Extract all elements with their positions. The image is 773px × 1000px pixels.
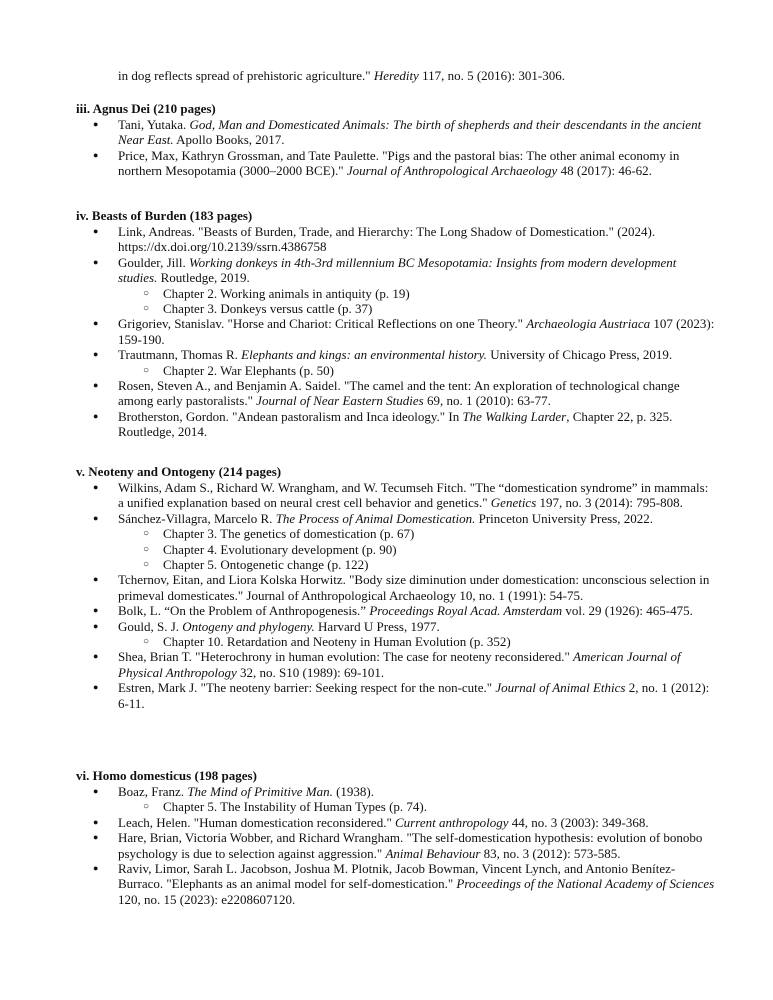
citation-list (76, 480, 716, 711)
chapter-list (118, 526, 716, 572)
citation-item: ● Estren, Mark J. "The neoteny barrier: Seeking respect for the non-cute." Journal of Animal Ethics 2, no. 1 (2012): 6-11. (76, 680, 716, 711)
citation-item: ● Hare, Brian, Victoria Wobber, and Richard Wrangham. "The self-domestication hypothesis: evolution of bonobo psychology is due to selection against aggression." Animal Behaviour 83, no. 3 (2012): 573-585. (76, 830, 716, 861)
chapter-item: ○ Chapter 5. The Instability of Human Types (p. 74). (118, 799, 716, 814)
chapter-item: ○ Chapter 3. Donkeys versus cattle (p. 37) (118, 301, 716, 316)
chapter-item: ○ Chapter 2. War Elephants (p. 50) (118, 363, 716, 378)
chapter-item: ○ Chapter 10. Retardation and Neoteny in Human Evolution (p. 352) (118, 634, 716, 649)
section-heading: iv. Beasts of Burden (183 pages) (76, 208, 253, 223)
citation-item: ● Price, Max, Kathryn Grossman, and Tate Paulette. "Pigs and the pastoral bias: The other animal economy in northern Mesopotamia (3000–2000 BCE)." Journal of Anthropological Archaeology 48 (2017): 46-62. (76, 148, 716, 179)
chapter-list (118, 363, 716, 378)
chapter-list (118, 799, 716, 814)
section-heading: v. Neoteny and Ontogeny (214 pages) (76, 464, 282, 479)
citation-item: ● Brotherston, Gordon. "Andean pastoralism and Inca ideology." In The Walking Larder, Chapter 22, p. 325. Routledge, 2014. (76, 409, 716, 440)
citation-item: ● Sánchez-Villagra, Marcelo R. The Process of Animal Domestication. Princeton University Press, 2022. ○ Chapter 3. The genetics of domestication (p. 67) ○ Chapter 4. Evolutionary development (p. 90) ○ Chapter 5. Ontogenetic change (p. 122) (76, 511, 716, 573)
citation-item: ● Trautmann, Thomas R. Elephants and kings: an environmental history. University of Chicago Press, 2019. ○ Chapter 2. War Elephants (p. 50) (76, 347, 716, 378)
citation-item: ● Tchernov, Eitan, and Liora Kolska Horwitz. "Body size diminution under domestication: unconscious selection in primeval domesticates." Journal of Anthropological Archaeology 10, no. 1 (1991): 54-75. (76, 572, 716, 603)
citation-item: ● Wilkins, Adam S., Richard W. Wrangham, and W. Tecumseh Fitch. "The “domestication syndrome” in mammals: a unified explanation based on neural crest cell behavior and genetics." Genetics 197, no. 3 (2014): 795-808. (76, 480, 716, 511)
citation-list (76, 117, 716, 179)
citation-item: ● Grigoriev, Stanislav. "Horse and Chariot: Critical Reflections on one Theory." Archaeologia Austriaca 107 (2023): 159-190. (76, 316, 716, 347)
citation-item: ● Link, Andreas. "Beasts of Burden, Trade, and Hierarchy: The Long Shadow of Domestication." (2024). https://dx.doi.org/10.2139/ssrn.4386758 (76, 224, 716, 255)
chapter-item: ○ Chapter 3. The genetics of domestication (p. 67) (118, 526, 716, 541)
citation-item: ● Gould, S. J. Ontogeny and phylogeny. Harvard U Press, 1977. ○ Chapter 10. Retardation and Neoteny in Human Evolution (p. 352) (76, 619, 716, 650)
section-heading: iii. Agnus Dei (210 pages) (76, 101, 216, 116)
section-beasts-of-burden (76, 207, 716, 440)
chapter-item: ○ Chapter 2. Working animals in antiquity (p. 19) (118, 286, 716, 301)
continued-citation: in dog reflects spread of prehistoric agriculture." Heredity 117, no. 5 (2016): 301-306. (118, 68, 565, 83)
section-neoteny-and-ontogeny (76, 463, 716, 711)
citation-item: ● Shea, Brian T. "Heterochrony in human evolution: The case for neoteny reconsidered." American Journal of Physical Anthropology 32, no. S10 (1989): 69-101. (76, 649, 716, 680)
citation-item: ● Rosen, Steven A., and Benjamin A. Saidel. "The camel and the tent: An exploration of technological change among early pastoralists." Journal of Near Eastern Studies 69, no. 1 (2010): 63-77. (76, 378, 716, 409)
citation-item: ● Boaz, Franz. The Mind of Primitive Man. (1938). ○ Chapter 5. The Instability of Human Types (p. 74). (76, 784, 716, 815)
chapter-item: ○ Chapter 4. Evolutionary development (p. 90) (118, 542, 716, 557)
citation-list (76, 784, 716, 907)
citation-item: ● Goulder, Jill. Working donkeys in 4th-3rd millennium BC Mesopotamia: Insights from modern development studies. Routledge, 2019. ○ Chapter 2. Working animals in antiquity (p. 19) ○ Chapter 3. Donkeys versus cattle (p. 37) (76, 255, 716, 317)
citation-item: ● Tani, Yutaka. God, Man and Domesticated Animals: The birth of shepherds and their descendants in the ancient Near East. Apollo Books, 2017. (76, 117, 716, 148)
chapter-list (118, 286, 716, 317)
section-agnus-dei (76, 100, 716, 179)
citation-item: ● Leach, Helen. "Human domestication reconsidered." Current anthropology 44, no. 3 (2003): 349-368. (76, 815, 716, 830)
section-heading: vi. Homo domesticus (198 pages) (76, 768, 257, 783)
citation-list (76, 224, 716, 440)
section-homo-domesticus (76, 767, 716, 907)
chapter-item: ○ Chapter 5. Ontogenetic change (p. 122) (118, 557, 716, 572)
citation-item: ● Bolk, L. “On the Problem of Anthropogenesis.” Proceedings Royal Acad. Amsterdam vol. 29 (1926): 465-475. (76, 603, 716, 618)
chapter-list (118, 634, 716, 649)
citation-item: ● Raviv, Limor, Sarah L. Jacobson, Joshua M. Plotnik, Jacob Bowman, Vincent Lynch, and Antonio Benítez-Burraco. "Elephants as an animal model for self-domestication." Proceedings of the National Academy of Sciences 120, no. 15 (2023): e2208607120. (76, 861, 716, 907)
